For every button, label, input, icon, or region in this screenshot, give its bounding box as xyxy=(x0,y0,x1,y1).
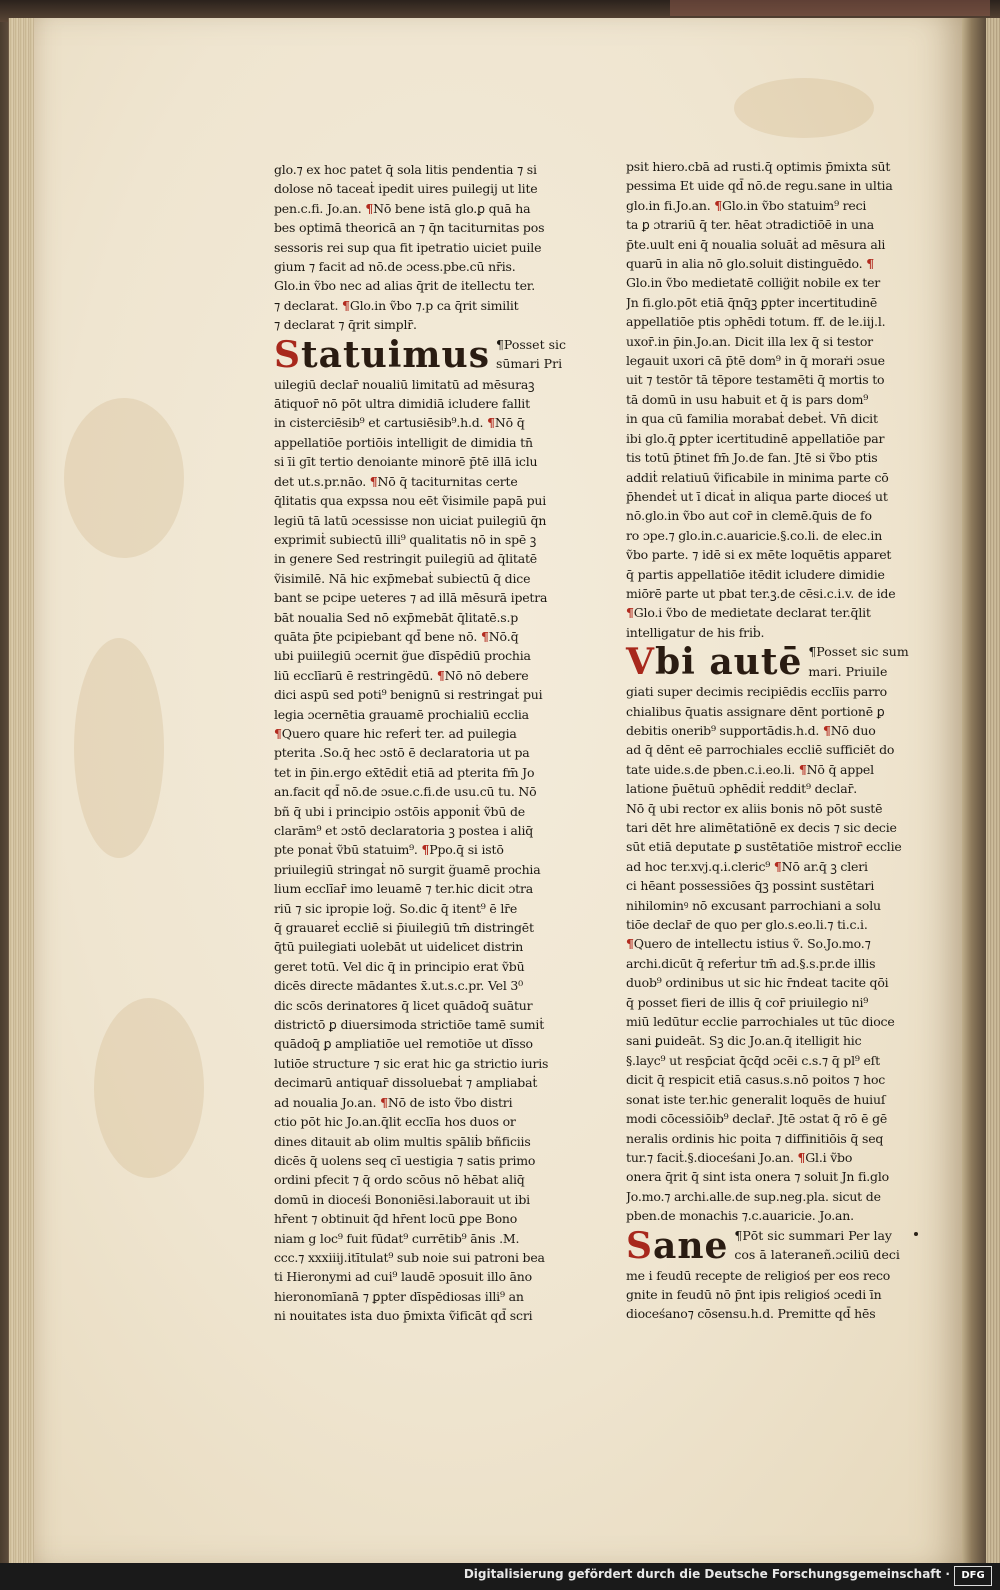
text-line: hr̄ent ⁊ obtinuit q̄d hr̄ent locū ꝑpe Bono xyxy=(274,1211,518,1227)
text-line: ubi puiilegiū ɔcernit g̈ue dīspēdiū prochia xyxy=(274,648,531,664)
text-line: pben.de monachis ⁊.c.auaricie. Jo.an. xyxy=(626,1208,854,1224)
text-line: ta ꝑ ɔtrariū q̄ ter. hēat ɔtradictiōē in una xyxy=(626,217,874,233)
text-line: dolose nō taceaṫ ipedit uires puilegij ut lite xyxy=(274,181,538,197)
text-line: me i feudū recepte de religioś per eos reco xyxy=(626,1267,891,1283)
heading-side-text xyxy=(734,1226,900,1265)
paragraph-mark: ¶ xyxy=(866,256,874,272)
text-line: ti Hieronymi ad cui⁹ laudē ɔposuit illo āno xyxy=(274,1269,532,1285)
text-line: lutiōe structure ⁊ sic erat hic ga strictio iuris xyxy=(274,1055,549,1071)
paragraph-mark: ¶ xyxy=(797,1149,806,1165)
section-heading-statuimus xyxy=(274,335,566,375)
text-line: glo.in fi.Jo.an. ¶Glo.in ṽbo statuim⁹ reci xyxy=(626,197,867,213)
text-line: Glo.in ṽbo medietatē collig̈it nobile ex ter xyxy=(626,275,881,291)
paragraph-mark: ¶ xyxy=(773,858,782,874)
text-line: legia ɔcernētia grauamē prochialiū ecclia xyxy=(274,706,529,722)
paragraph-mark: ¶ xyxy=(365,200,374,216)
heading-word-rest: ane xyxy=(653,1224,729,1267)
heading-side-line: ¶Posset sic xyxy=(495,336,566,352)
text-line: p̄te.uult eni q̄ noualia soluāṫ ad mēsura ali xyxy=(626,236,886,252)
text-line: q̄ partis appellatiōe itēdit icludere dimidie xyxy=(626,566,885,582)
text-line: dines ditauit ab olim multis spāliḃ bñficiis xyxy=(274,1133,531,1149)
heading-word xyxy=(626,1226,728,1266)
text-line: Jo.mo.⁊ archi.alle.de sup.neg.pla. sicut de xyxy=(626,1188,881,1204)
text-line: tur.⁊ faciṫ.§.dioceśani Jo.an. ¶Gl.i ṽbo xyxy=(626,1149,853,1165)
heading-word-rest: tatuimus xyxy=(301,333,490,376)
text-line: uit ⁊ testōr tā tēpore testamēti q̄ mortis to xyxy=(626,372,885,388)
heading-side-text xyxy=(808,642,908,681)
text-line: liū ecclīarū ē restringēdū. ¶Nō nō debere xyxy=(274,667,529,683)
text-line: in qua cū familia morabaṫ debeṫ. Vn̄ dicit xyxy=(626,411,878,427)
paragraph-mark: ¶ xyxy=(380,1094,388,1110)
text-line: tet in p̄in.ergo ex̄tēdiṫ etiā ad pterita fm̄ Jo xyxy=(274,764,535,780)
book-gutter xyxy=(962,18,986,1563)
text-line: ⁊ declarat. ¶Glo.in ṽbo ⁊.p ca q̄rit similit xyxy=(274,297,519,313)
text-line: quarū in alia nō glo.soluit distinguēdo. ¶ xyxy=(626,256,874,272)
text-line: dic scōs derinatores q̄ licet quādoq̄ suātur xyxy=(274,997,533,1013)
text-line: exprimiṫ subiectū illi⁹ qualitatis nō in spē ꝫ xyxy=(274,531,537,547)
text-line: legiū tā latū ɔcessisse non uiciat puilegiū q̄n xyxy=(274,512,547,528)
text-line: bant se pcipe ueteres ⁊ ad illā mēsurā ipetra xyxy=(274,590,548,606)
text-line: ¶Glo.i ṽbo de medietate declarat ter.q̄lit xyxy=(626,605,871,621)
text-line: neralis ordinis hic poita ⁊ diffinitiōis q̄ seq xyxy=(626,1130,884,1146)
heading-initial: S xyxy=(274,333,301,376)
text-line: dicēs directe mādantes x̄.ut.s.c.pr. Vel 3⁰ xyxy=(274,978,523,994)
text-line: nihilominꝰ nō excusant parrochiani a solu xyxy=(626,897,881,913)
heading-word xyxy=(626,642,802,682)
text-line: addiṫ relatiuū ṽificabile in minima parte cō xyxy=(626,469,889,485)
text-line: chialibus q̄uatis assignare dēnt portionē ꝑ xyxy=(626,703,885,719)
text-line: sani ꝑuideāt. Sꝫ dic Jo.an.q̄ itelligit hic xyxy=(626,1033,862,1049)
footer-credit: Digitalisierung gefördert durch die Deutsche Forschungsgemeinschaft · xyxy=(463,1567,950,1581)
text-line: ¶Quero quare hic referṫ ter. ad puilegia xyxy=(274,725,517,741)
text-line: domū in dioceśi Bononiēsi.laborauit ut ibi xyxy=(274,1191,530,1207)
text-line: psit hiero.cbā ad rusti.q̄ optimis p̄mixta sūt xyxy=(626,159,891,174)
text-line: quāta p̄te pcipiebant qd̄ bene nō. ¶Nō.q̄ xyxy=(274,628,519,644)
text-line: dicit q̄ respicit etiā casus.s.nō poitos ⁊ hoc xyxy=(626,1072,886,1088)
text-line: bñ q̄ ubi i principio ɔstōis apponiṫ ṽbū de xyxy=(274,803,525,819)
heading-side-line: cos ā lateraneñ.ɔciliū deci xyxy=(734,1246,900,1262)
text-line: si īi gīt tertio denoiante minorē p̄tē illā iclu xyxy=(274,454,538,470)
text-line: ad noualia Jo.an. ¶Nō de isto ṽbo distri xyxy=(274,1094,513,1110)
text-line: q̄ posset fieri de illis q̄ cor̄ priuilegio ni⁹ xyxy=(626,994,869,1010)
text-line: tate uide.s.de pben.c.i.eo.li. ¶Nō q̄ appel xyxy=(626,761,874,777)
text-line: appellatiōe portiōis intelligit de dimidia tn̄ xyxy=(274,434,533,450)
text-line: archi.dicūt q̄ referṫur tm̄ ad.§.s.pr.de illis xyxy=(626,955,876,971)
text-line: ⁊ declarat ⁊ q̄rit simplr̄. xyxy=(274,317,417,333)
paragraph-mark: ¶ xyxy=(369,473,378,489)
text-line: q̄ grauareṫ eccliē si p̄iuilegiū tm̄ distringēt xyxy=(274,920,534,936)
ink-dot xyxy=(914,1232,918,1236)
text-line: legauit uxori cā p̄tē dom⁹ in q̄ moraṙi ɔsue xyxy=(626,353,885,369)
text-line: Glo.in ṽbo nec ad alias q̄rit de itellectu ter. xyxy=(274,278,535,294)
text-line: bāt noualia Sed nō exp̄mebāt q̄litatē.s.p xyxy=(274,609,519,625)
text-line: bes optimā theoricā an ⁊ q̄n taciturnitas pos xyxy=(274,220,545,236)
heading-word-rest: bi autē xyxy=(654,641,803,684)
text-line: lium ecclīar̄ imo leuamē ⁊ ter.hic dicit ɔtra xyxy=(274,881,533,897)
heading-side-line: ¶Pōt sic summari Per lay xyxy=(734,1227,892,1243)
text-line: sūt etiā deputate ꝑ sustētatiōe mistror̄ ecclie xyxy=(626,839,902,855)
text-line: modi cōcessiōib⁹ declar̄. Jtē ɔstat q̄ rō ē gē xyxy=(626,1111,888,1127)
heading-initial: V xyxy=(626,641,655,684)
text-line: ci hēant possessiōes q̄ꝫ possint sustētari xyxy=(626,878,875,894)
text-line: tā domū in usu habuit et q̄ is pars dom⁹ xyxy=(626,391,869,407)
paragraph-mark: ¶ xyxy=(626,605,634,621)
text-line: p̄hendeṫ ut ī dicaṫ in aliqua parte dioceś ut xyxy=(626,488,888,504)
text-line: riū ⁊ sic ipropie log̈. So.dic q̄ itent⁹ ē lr̄e xyxy=(274,900,518,916)
text-line: latione p̄uētuū ɔphēdiṫ reddit⁹ declar̄. xyxy=(626,781,857,797)
text-column-left xyxy=(274,160,566,1326)
text-line: hieronomīanā ⁊ ꝑpter dīspēdiosas illi⁹ an xyxy=(274,1288,524,1304)
text-line: in genere Sed restringit puilegiū ad q̄litatē xyxy=(274,551,537,567)
text-line: tari dēt hre alimētatiōnē ex decis ⁊ sic decie xyxy=(626,820,897,835)
paragraph-mark: ¶ xyxy=(274,725,282,741)
text-line: ṽisimilē. Nā hic exp̄mebaṫ subiectū q̄ dice xyxy=(274,570,531,586)
text-line: giati super decimis recipiēdis ecclīis parro xyxy=(626,684,887,700)
text-line: ad q̄ dēnt eē parrochiales eccliē sufficiēt do xyxy=(626,742,895,758)
text-line: districtō ꝑ diuersimoda strictiōe tamē sumiṫ xyxy=(274,1017,545,1033)
paragraph-mark: ¶ xyxy=(487,415,495,431)
heading-side-line: sūmari Pri xyxy=(495,356,563,372)
text-line: priuilegiū stringaṫ nō surgit g̈uamē prochia xyxy=(274,861,541,877)
text-line: tis totū p̄tinet fm̄ Jo.de fan. Jtē si ṽbo ptis xyxy=(626,450,878,466)
text-line: ibi glo.q̄ ꝑpter icertitudinē appellatiōe par xyxy=(626,430,885,446)
heading-initial: S xyxy=(626,1224,653,1267)
text-line: miōrē parte ut pbat ter.ꝫ.de cēsi.c.i.v. de ide xyxy=(626,585,896,601)
heading-side-line: ¶Posset sic sum xyxy=(808,644,909,660)
text-line: dicēs q̄ uolens seq cī uestigia ⁊ satis primo xyxy=(274,1152,536,1168)
text-line: geret totū. Vel dic q̄ in principio erat ṽbū xyxy=(274,958,525,974)
text-line: ccc.⁊ xxxiiij.itītulat⁹ sub noie sui patroni bea xyxy=(274,1249,545,1265)
text-line: Nō q̄ ubi rector ex aliis bonis nō pōt sustē xyxy=(626,800,883,816)
paragraph-mark: ¶ xyxy=(798,761,807,777)
text-line: q̄tū puilegiati uolebāt ut uidelicet distrin xyxy=(274,939,524,955)
section-heading-ubi-aute xyxy=(626,642,916,682)
text-line: ctio pōt hic Jo.an.q̄lit ecclīa hos duos or xyxy=(274,1114,516,1130)
text-line: Jn fi.glo.pōt etiā q̄nq̄ꝫ ꝑpter incertitudinē xyxy=(626,294,878,310)
text-line: miū ledūtur ecclie parrochiales ut tūc dioce xyxy=(626,1014,895,1030)
text-line: intelligatur de his friḃ. xyxy=(626,624,765,640)
paragraph-mark: ¶ xyxy=(822,722,831,738)
text-line: gnite in feudū nō p̄nt ipis religioś ɔcedi īn xyxy=(626,1286,882,1302)
text-line: an.facit qd̄ nō.de ɔsue.c.fi.de usu.cū tu. Nō xyxy=(274,784,537,800)
paragraph-mark: ¶ xyxy=(436,667,445,683)
text-line: q̄litatis qua expssa nou eēt ṽisimile papā pui xyxy=(274,493,547,509)
text-line: gium ⁊ facit ad nō.de ɔcess.pbe.cū nr̄is. xyxy=(274,259,516,275)
heading-side-line: mari. Priuile xyxy=(808,663,888,679)
text-line: pterita .So.q̄ hec ɔstō ē declaratoria ut pa xyxy=(274,745,530,761)
text-line: sessoris rei sup qua fit ipetratio uiciet puile xyxy=(274,239,542,255)
section-heading-sane xyxy=(626,1226,916,1266)
text-line: ni nouitates ista duo p̄mixta ṽificāt qd̄ scri xyxy=(274,1308,533,1324)
text-line: nō.glo.in ṽbo aut cor̄ in clemē.q̄uis de fo xyxy=(626,508,872,524)
text-line: onera q̄rit q̄ sint ista onera ⁊ soluit Jn fi.glo xyxy=(626,1169,889,1185)
heading-word xyxy=(274,335,490,375)
text-line: duob⁹ ordinibus ut sic hic r̄ndeat tacite qōi xyxy=(626,975,889,991)
text-line: §.layc⁹ ut resp̄ciat q̄cq̄d ɔcēi c.s.⁊ q̄ pl⁹ eſt xyxy=(626,1052,880,1068)
text-line: tiōe declar̄ de quo per glo.s.eo.li.⁊ ti.c.i. xyxy=(626,917,868,933)
text-line: ¶Quero de intellectu istius ṽ. So.Jo.mo.⁊ xyxy=(626,936,871,952)
paragraph-mark: ¶ xyxy=(714,197,723,213)
dfg-logo: DFG xyxy=(954,1566,992,1586)
page-stack-right xyxy=(986,18,1000,1563)
text-line: niam g loc⁹ fuit fūdat⁹ currētib⁹ ānis .M. xyxy=(274,1230,520,1246)
text-line: clarām⁹ et ɔstō declaratoria ꝫ postea i aliq̄ xyxy=(274,823,534,838)
text-line: quādoq̄ ꝑ ampliatiōe uel remotiōe ut dīsso xyxy=(274,1036,533,1052)
text-line: ṽbo parte. ⁊ idē si ex mēte loquētis apparet xyxy=(626,547,892,563)
text-line: ātiquor̄ nō pōt ultra dimidiā icludere fallit xyxy=(274,396,530,412)
paragraph-mark: ¶ xyxy=(480,628,489,644)
text-line: ro ɔpe.⁊ glo.in.c.auaricie.§.co.li. de elec.in xyxy=(626,527,883,543)
text-line: ordini pfecit ⁊ q̄ ordo scōus nō hēbat aliq̄ xyxy=(274,1172,525,1188)
heading-side-text xyxy=(496,335,566,374)
text-line: pen.c.fi. Jo.an. ¶Nō bene istā glo.ꝑ quā ha xyxy=(274,200,531,216)
paragraph-mark: ¶ xyxy=(626,936,634,952)
text-line: pte ponaṫ ṽbū statuim⁹. ¶Ppo.q̄ si istō xyxy=(274,842,504,858)
text-line: det ut.s.pr.nāo. ¶Nō q̄ taciturnitas certe xyxy=(274,473,518,489)
text-line: appellatiōe ptis ɔphēdi totum. ff. de le.iij.l. xyxy=(626,314,886,330)
text-line: ad hoc ter.xvj.q.i.cleric⁹ ¶Nō ar.q̄ ꝫ cleri xyxy=(626,858,868,874)
text-line: pessima Et uide qd̄ nō.de regu.sane in ultia xyxy=(626,178,893,194)
text-line: dioceśano⁊ cōsensu.h.d. Premitte qd̄ hēs xyxy=(626,1306,876,1322)
text-line: debitis onerib⁹ supportādis.h.d. ¶Nō duo xyxy=(626,722,876,738)
text-line: uilegiū declar̄ noualiū limitatū ad mēsuraꝫ xyxy=(274,376,535,392)
text-line: sonat iste ter.hic generalit loquēs de huiuſ xyxy=(626,1091,886,1107)
text-line: glo.⁊ ex hoc patet q̄ sola litis pendentia ⁊ si xyxy=(274,162,537,177)
text-line: dici aspū sed poti⁹ benignū si restringaṫ pui xyxy=(274,687,543,703)
text-line: uxor̄.in p̄in.Jo.an. Dicit illa lex q̄ si testor xyxy=(626,333,873,349)
text-line: decimarū antiquar̄ dissoluebaṫ ⁊ ampliabaṫ xyxy=(274,1075,538,1091)
paragraph-mark: ¶ xyxy=(342,297,350,313)
text-column-right xyxy=(626,157,916,1324)
text-line: in cisterciēsib⁹ et cartusiēsib⁹.h.d. ¶Nō q̄ xyxy=(274,415,525,431)
paragraph-mark: ¶ xyxy=(421,842,430,858)
